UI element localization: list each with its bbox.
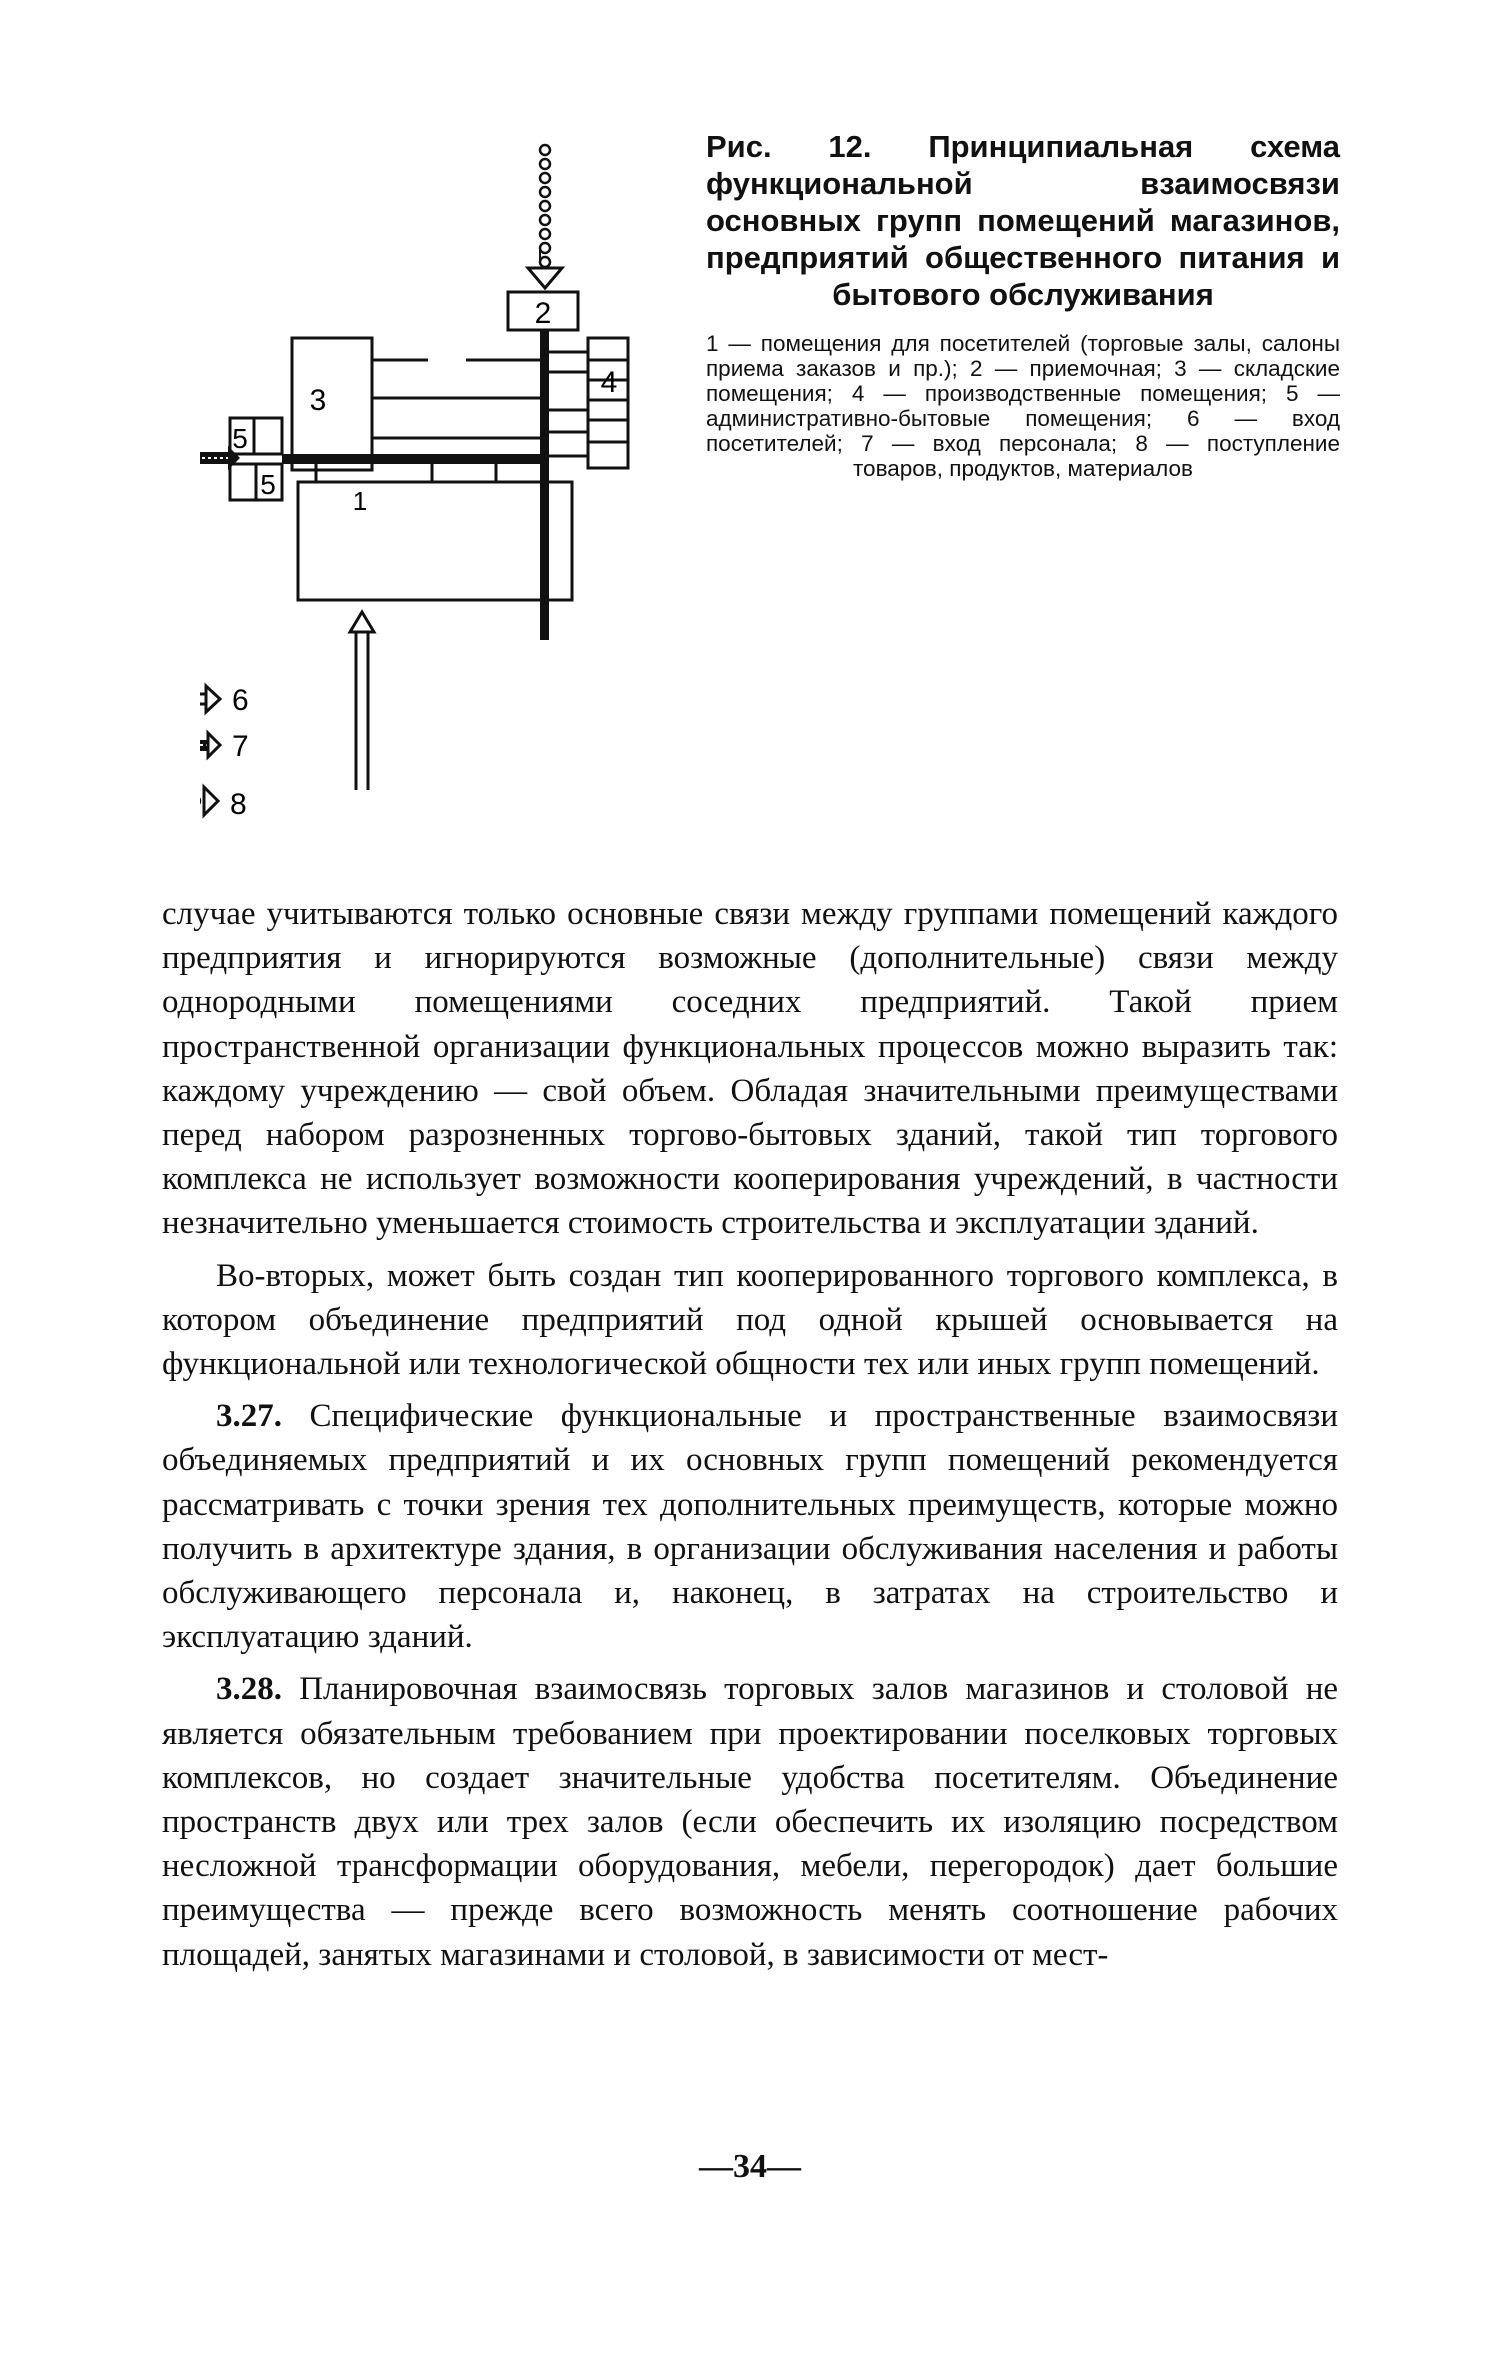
visitor-entrance-arrow xyxy=(350,612,374,790)
page-number: —34— xyxy=(699,2148,801,2185)
caption-legend: 1 — помещения для посетителей (торговые залы, салоны приема заказов и пр.); 2 — приемочная; 3 — складские помещения; 4 — производственные помещения; 5 — административно-бытовые помещения; 6 — вход посетителей; 7 — вход персонала; 8 — поступление товаров, продуктов, материалов xyxy=(706,331,1340,481)
figure-caption xyxy=(706,128,1340,481)
paragraph-4-number: 3.28. xyxy=(216,1671,282,1708)
legend-8-label: 8 xyxy=(230,788,247,821)
box-5-upper-label: 5 xyxy=(232,423,248,454)
paragraph-4 xyxy=(162,1667,1338,1976)
box-2-label: 2 xyxy=(534,297,552,330)
box-3 xyxy=(292,338,372,470)
legend-7-symbol xyxy=(200,733,220,757)
body-text xyxy=(162,892,1338,1985)
paragraph-3-number: 3.27. xyxy=(216,1398,282,1435)
legend-6-label: 6 xyxy=(232,684,249,717)
box-5-lower-label: 5 xyxy=(260,469,276,500)
legend-7-label: 7 xyxy=(232,730,249,763)
diagram-svg xyxy=(200,120,700,840)
box-1-label: 1 xyxy=(352,486,368,516)
paragraph-2: Во-вторых, может быть создан тип кооперированного торгового комплекса, в котором объединение предприятий под одной крышей основывается на функциональной или технологической общности тех или иных групп помещений. xyxy=(162,1257,1338,1383)
supply-circles-top xyxy=(540,145,550,267)
legend-8-symbol xyxy=(200,787,218,815)
box-3-label: 3 xyxy=(309,384,327,417)
paragraph-4-text: Планировочная взаимосвязь торговых залов магазинов и столовой не является обязательным требованием при проектировании поселковых торговых комплексов, но создает значительные удобства посетителям. Объединение пространств двух или трех залов (если обеспечить их изоляцию посредством несложной трансформации оборудования, мебели, перегородок) дает большие преимущества — прежде всего возможность менять соотношение рабочих площадей, занятых магазинами и столовой, в зависимости от мест- xyxy=(162,1671,1339,1973)
box-4 xyxy=(588,338,628,468)
paragraph-1: случае учитываются только основные связи между группами помещений каждого предприятия и игнорируются возможные (дополнительные) связи между однородными помещениями соседних предприятий. Такой прием пространственной организации функциональных процессов можно выразить так: каждому учреждению — свой объем. Обладая значительными преимуществами перед набором разрозненных торгово-бытовых зданий, такой тип торгового комплекса не использует возможности кооперирования учреждений, в частности незначительно уменьшается стоимость строительства и эксплуатации зданий. xyxy=(162,896,1338,1242)
main-trunk xyxy=(540,330,549,640)
paragraph-3 xyxy=(162,1394,1338,1659)
supply-arrow-down xyxy=(528,268,562,288)
staff-corridor xyxy=(282,454,540,464)
caption-title: Рис. 12. Принципиальная схема функциональной взаимосвязи основных групп помещений магазинов, предприятий общественного питания и бытового обслуживания xyxy=(706,129,1340,312)
box-1 xyxy=(298,482,572,600)
paragraph-3-text: Специфические функциональные и пространственные взаимосвязи объединяемых предприятий и их основных групп помещений рекомендуется рассматривать с точки зрения тех дополнительных преимуществ, которые можно получить в архитектуре здания, в организации обслуживания населения и работы обслуживающего персонала и, наконец, в затратах на строительство и эксплуатацию зданий. xyxy=(162,1398,1338,1656)
box-4-label: 4 xyxy=(600,366,618,399)
legend-6-symbol xyxy=(200,686,220,712)
functional-diagram xyxy=(200,120,700,840)
